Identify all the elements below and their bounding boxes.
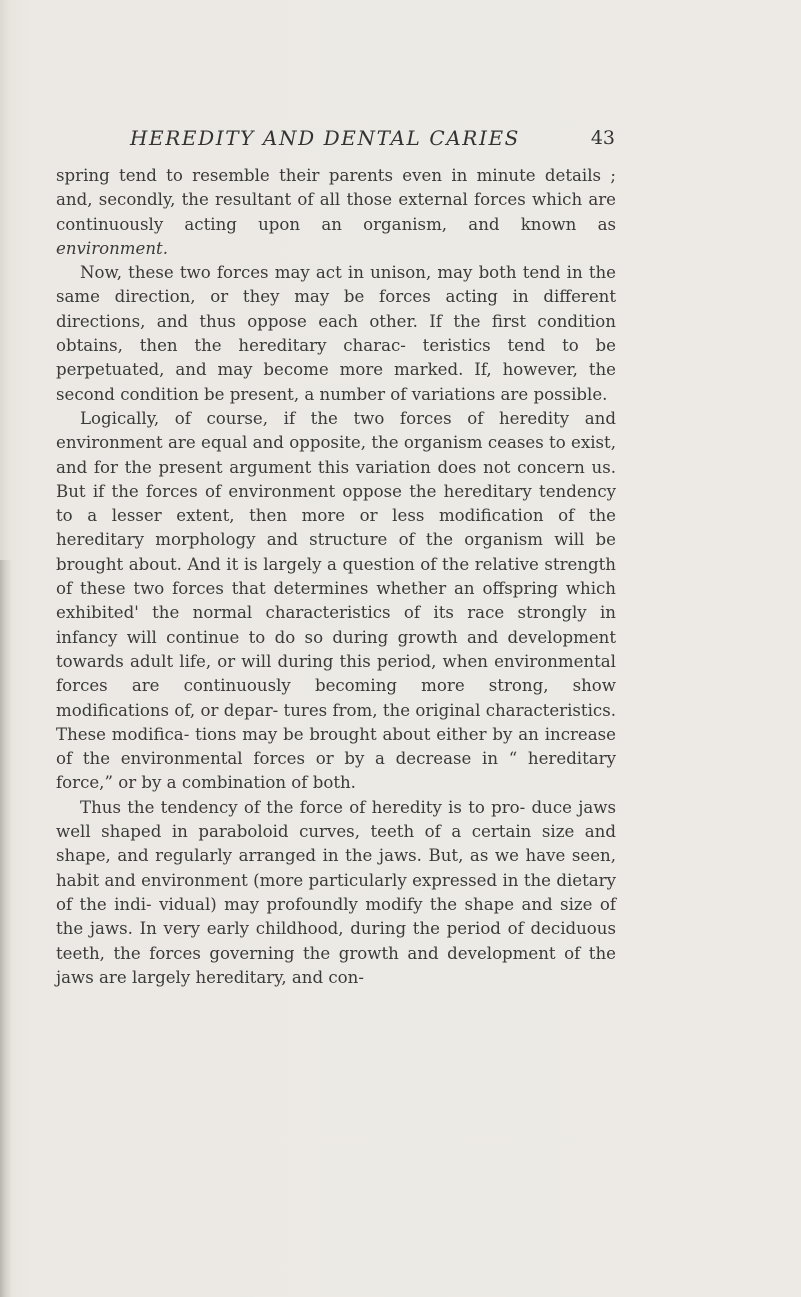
running-head: HEREDITY AND DENTAL CARIES [130, 126, 520, 150]
spine-shadow [0, 560, 12, 1297]
page-number: 43 [590, 127, 615, 149]
body-text [56, 164, 616, 990]
paragraph-2: Now, these two forces may act in unison, may both tend in the same direction, or they may be forces acting in different directions, and thus oppose each other. If the first condition obtains, then the hereditary charac- teristics tend to be perpetuated, and may become more marked. If, however, the second condition be present, a number of variations are possible. [56, 263, 616, 404]
paragraph-1-text: spring tend to resemble their parents even in minute details ; and, secondly, the resultant of all those external forces which are continuously acting upon an organism, and known as [56, 166, 616, 234]
paragraph-4: Thus the tendency of the force of heredity is to pro- duce jaws well shaped in paraboloid curves, teeth of a certain size and shape, and regularly arranged in the jaws. But, as we have seen, habit and environment (more particularly expressed in the dietary of the indi- vidual) may profoundly modify the shape and size of the jaws. In very early childhood, during the period of deciduous teeth, the forces governing the growth and development of the jaws are largely hereditary, and con- [56, 797, 616, 987]
page-header [130, 124, 615, 158]
paragraph-1 [56, 164, 616, 261]
paragraph-3: Logically, of course, if the two forces of heredity and environment are equal and opposite, the organism ceases to exist, and for the present argument this variation does not concern us. But if the forces of environment oppose the hereditary tendency to a lesser extent, then more or less modification of the hereditary morphology and structure of the organism will be brought about. And it is largely a question of the relative strength of these two forces that determines whether an offspring which exhibited' the normal characteristics of its race strongly in infancy will continue to do so during growth and development towards adult life, or will during this period, when environmental forces are continuously becoming more strong, show modifications of, or depar- tures from, the original characteristics. These modifica- tions may be brought about either by an increase of the environmental forces or by a decrease in “ hereditary force,” or by a combination of both. [56, 408, 616, 793]
paragraph-1-italic: environment. [56, 238, 168, 258]
